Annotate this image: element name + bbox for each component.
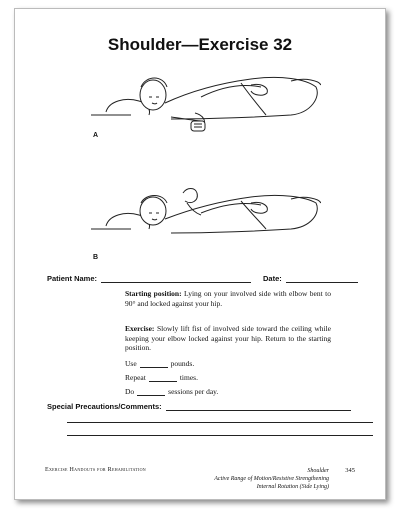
- patient-date-row: [47, 274, 358, 283]
- starting-position-label: Starting position:: [125, 289, 182, 298]
- sessions-field[interactable]: [137, 388, 165, 396]
- figure-b-label: B: [93, 254, 99, 261]
- times-label: times.: [179, 373, 198, 382]
- dosage-repeat-row: [125, 373, 198, 382]
- footer-book-title: Exercise Handouts for Rehabilitation: [45, 467, 146, 473]
- footer-section: [214, 467, 329, 491]
- special-precautions-field[interactable]: [166, 403, 351, 411]
- exercise-label: Exercise:: [125, 324, 155, 333]
- page-number: 345: [345, 467, 355, 474]
- special-precautions-row: [47, 402, 351, 411]
- exercise-text: Slowly lift fist of involved side toward the ceiling while keeping your elbow locked against your hip. Return to the starting position.: [125, 324, 331, 353]
- illustration-side-lying-start: [91, 57, 321, 147]
- date-field[interactable]: [286, 275, 358, 283]
- comments-line[interactable]: [67, 435, 373, 436]
- illustration-side-lying-end: [91, 179, 321, 259]
- patient-name-label: Patient Name:: [47, 274, 98, 283]
- special-precautions-label: Special Precautions/Comments:: [47, 402, 162, 411]
- date-label: Date:: [263, 274, 282, 283]
- footer-section-subtitle: Active Range of Motion/Resistive Strengthening: [214, 476, 329, 482]
- repeat-label: Repeat: [125, 373, 146, 382]
- do-label: Do: [125, 387, 135, 396]
- exercise-paragraph: [125, 324, 331, 353]
- sessions-label: sessions per day.: [168, 387, 219, 396]
- footer-section-detail: Internal Rotation (Side Lying): [256, 484, 329, 490]
- handout-page: [14, 8, 386, 500]
- figure-a-label: A: [93, 132, 99, 139]
- starting-position-paragraph: [125, 289, 331, 308]
- pounds-label: pounds.: [170, 359, 195, 368]
- dosage-pounds-row: [125, 359, 194, 368]
- starting-position-text: Lying on your involved side with elbow bent to 90° and locked against your hip.: [125, 289, 331, 308]
- dosage-sessions-row: [125, 387, 218, 396]
- repeat-field[interactable]: [149, 374, 177, 382]
- patient-name-field[interactable]: [101, 275, 251, 283]
- page-title: Shoulder—Exercise 32: [107, 35, 293, 54]
- comments-line[interactable]: [67, 422, 373, 423]
- use-label: Use: [125, 359, 137, 368]
- footer-section-title: Shoulder: [307, 468, 329, 474]
- pounds-field[interactable]: [140, 360, 168, 368]
